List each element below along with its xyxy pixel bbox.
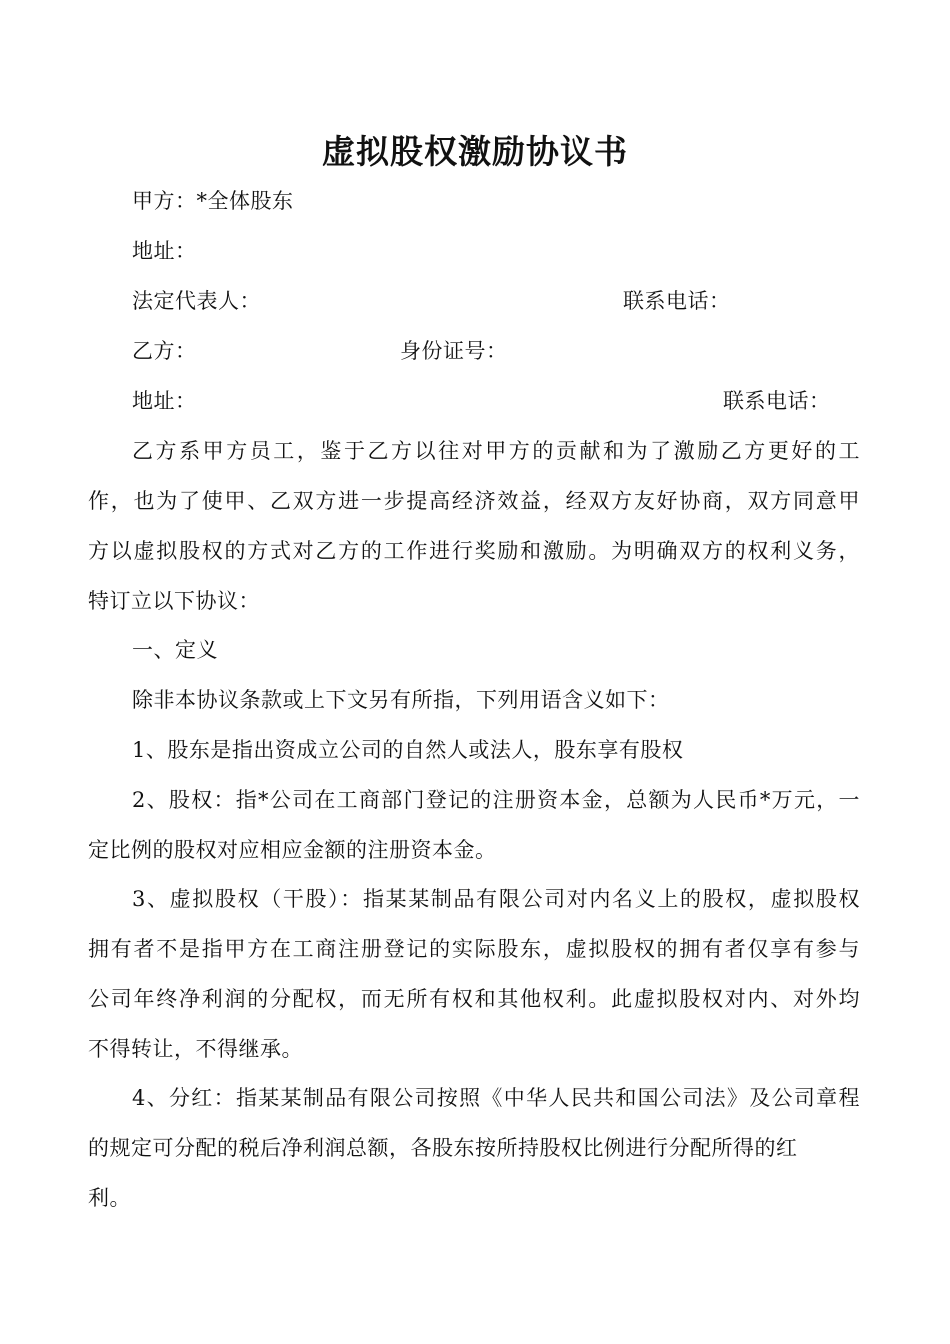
intro-line: 方以虚拟股权的方式对乙方的工作进行奖励和激励。为明确双方的权利义务， <box>88 539 860 563</box>
definition-item-3: 公司年终净利润的分配权，而无所有权和其他权利。此虚拟股权对内、对外均 <box>88 987 860 1011</box>
party-a-legal-rep: 法定代表人： <box>132 289 261 313</box>
definition-item-3: 3、虚拟股权（干股）：指某某制品有限公司对内名义上的股权，虚拟股权 <box>132 887 860 911</box>
section-heading: 一、定义 <box>132 638 218 662</box>
intro-line: 特订立以下协议： <box>88 589 260 613</box>
definition-item-1: 1、股东是指出资成立公司的自然人或法人，股东享有股权 <box>132 738 684 762</box>
party-b-id-number: 身份证号： <box>400 339 508 363</box>
intro-line: 作，也为了使甲、乙双方进一步提高经济效益，经双方友好协商，双方同意甲 <box>88 489 860 513</box>
definition-item-2: 定比例的股权对应相应金额的注册资本金。 <box>88 838 497 862</box>
party-b-phone: 联系电话： <box>723 389 831 413</box>
definition-item-4: 利。 <box>88 1186 131 1210</box>
document-title: 虚拟股权激励协议书 <box>322 132 628 171</box>
definition-item-2: 2、股权：指*公司在工商部门登记的注册资本金，总额为人民币*万元，一 <box>132 788 860 812</box>
intro-line: 乙方系甲方员工，鉴于乙方以往对甲方的贡献和为了激励乙方更好的工 <box>132 439 860 463</box>
definition-item-4: 的规定可分配的税后净利润总额，各股东按所持股权比例进行分配所得的红 <box>88 1136 798 1160</box>
party-a-phone: 联系电话： <box>623 289 731 313</box>
party-a-label: 甲方：*全体股东 <box>132 189 294 213</box>
definition-item-3: 不得转让，不得继承。 <box>88 1037 303 1061</box>
party-b-address: 地址： <box>132 389 197 413</box>
definition-item-3: 拥有者不是指甲方在工商注册登记的实际股东，虚拟股权的拥有者仅享有参与 <box>88 937 860 961</box>
definition-item-4: 4、分红：指某某制品有限公司按照《中华人民共和国公司法》及公司章程 <box>132 1086 860 1110</box>
party-a-address: 地址： <box>132 239 197 263</box>
party-b-label: 乙方： <box>132 339 197 363</box>
section-lead: 除非本协议条款或上下文另有所指，下列用语含义如下： <box>132 688 670 712</box>
